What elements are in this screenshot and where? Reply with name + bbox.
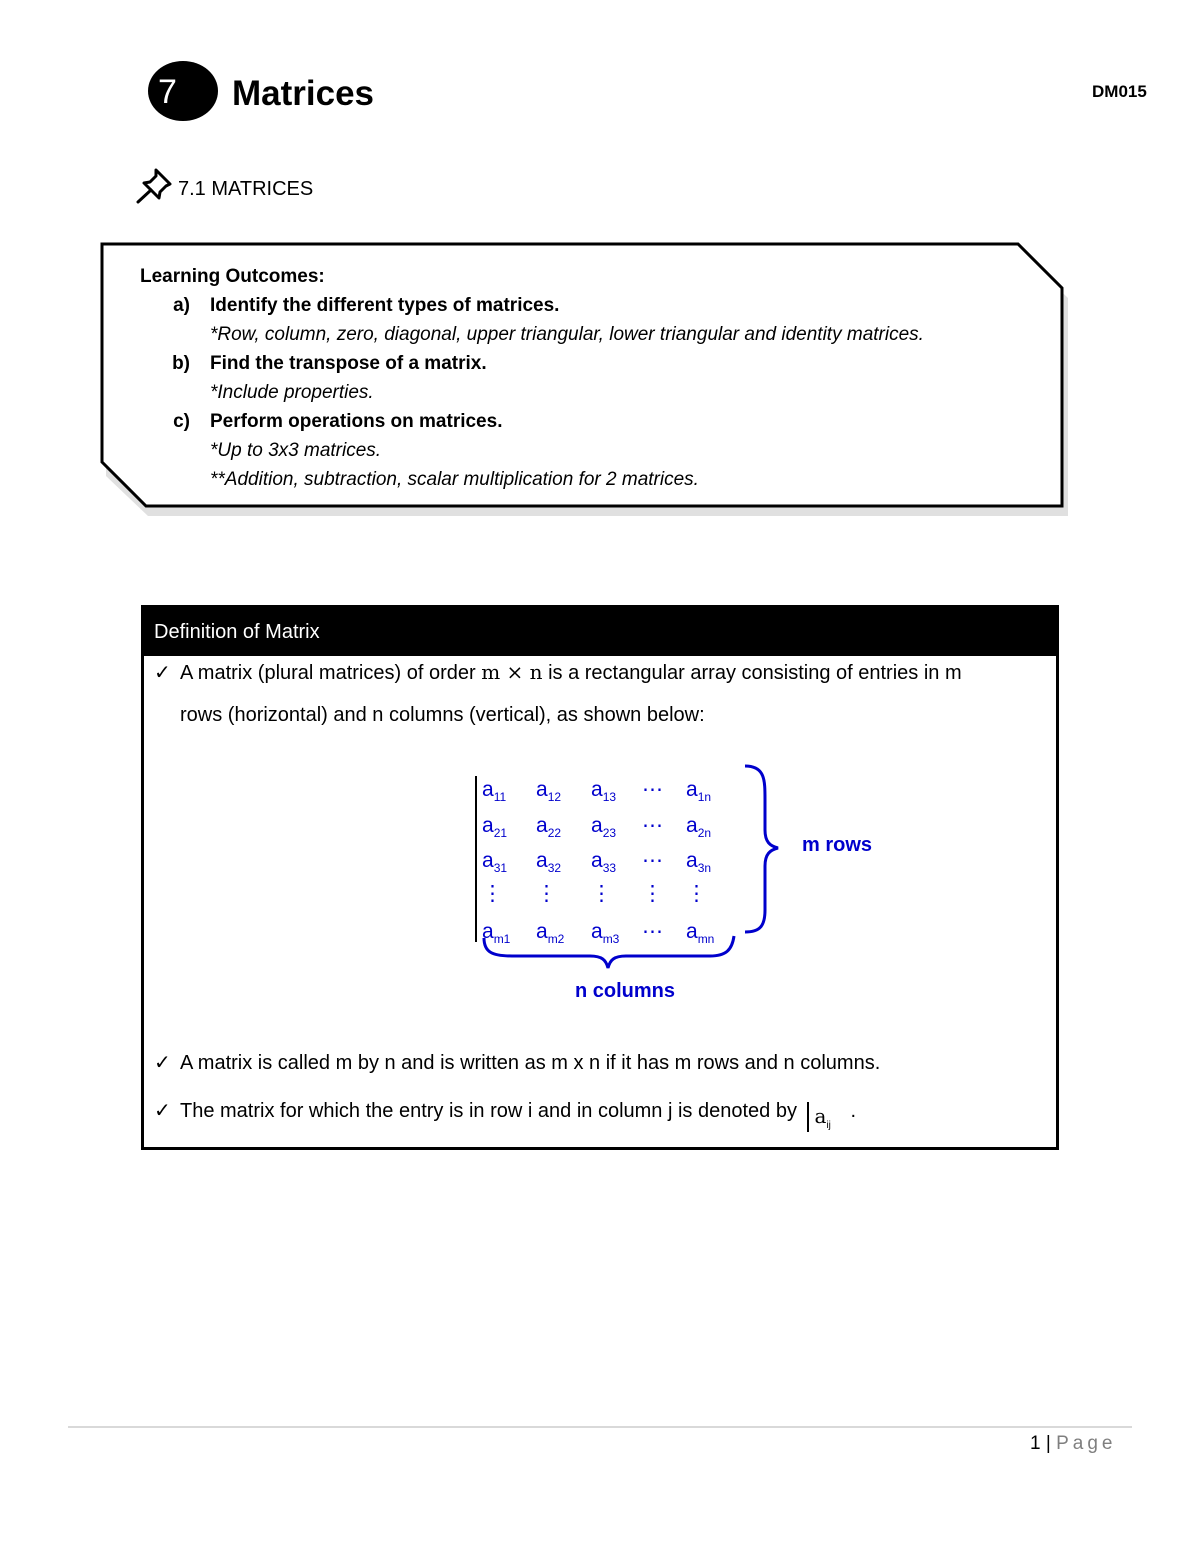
matrix-entries: [482, 778, 714, 946]
bullet-text: A matrix is called m by n and is written as m x n if it has m rows and n columns.: [180, 1052, 881, 1074]
matrix-entry-subscript: 2n: [697, 826, 712, 840]
matrix-entry-subscript: 33: [602, 861, 617, 875]
matrix-entry: [686, 778, 711, 804]
section-title: 7.1 MATRICES: [178, 178, 314, 200]
matrix-entry: [642, 778, 663, 801]
definition-bullet: [154, 658, 1044, 687]
matrix-entry-base: a: [686, 778, 698, 801]
matrix-entry-base: a: [686, 814, 698, 837]
page-number: 1: [1030, 1433, 1041, 1454]
matrix-entry: [536, 814, 561, 840]
outcome-item: [140, 291, 1060, 349]
matrix-entry-base: a: [482, 814, 494, 837]
matrix-entry-base: ⋮: [482, 882, 503, 905]
matrix-entry-base: ⋯: [642, 778, 663, 801]
matrix-entry-subscript: 22: [547, 826, 562, 840]
matrix-entry: [482, 814, 507, 840]
checkmark-icon: ✓: [154, 662, 171, 684]
matrix-entry-base: ⋯: [642, 849, 663, 872]
rows-label: m rows: [802, 834, 873, 856]
matrix-entry: [686, 882, 707, 905]
matrix-entry-base: a: [591, 778, 603, 801]
matrix-entry: [591, 849, 616, 875]
matrix-entry: [482, 920, 511, 946]
matrix-entry-base: ⋮: [591, 882, 612, 905]
matrix-entry: [536, 849, 561, 875]
bullet-text: is a rectangular array consisting of entries in m: [542, 662, 962, 684]
matrix-entry: [642, 882, 663, 905]
entry-notation: [807, 1102, 831, 1132]
chapter-number: 7: [158, 73, 177, 111]
matrix-entry-subscript: 32: [547, 861, 562, 875]
rows-brace: [745, 766, 778, 932]
bullet-text: A matrix (plural matrices) of order: [180, 662, 482, 684]
matrix-entry-base: a: [482, 849, 494, 872]
pushpin-icon: [134, 166, 176, 206]
matrix-entry-base: a: [591, 920, 603, 943]
matrix-entry-base: ⋮: [642, 882, 663, 905]
definition-title: Definition of Matrix: [144, 608, 1056, 656]
matrix-entry: [686, 849, 711, 875]
checkmark-icon: ✓: [154, 1100, 171, 1122]
matrix-entry-subscript: 12: [547, 790, 562, 804]
entry-notation-base: a: [814, 1104, 827, 1128]
bullet-text-continued: rows (horizontal) and n columns (vertical), as shown below:: [180, 704, 705, 726]
matrix-entry: [686, 920, 714, 946]
learning-outcomes: [140, 262, 1060, 494]
matrix-entry: [591, 920, 620, 946]
order-math: m × n: [481, 660, 543, 684]
matrix-entry-subscript: 3n: [697, 861, 712, 875]
matrix-entry: [642, 814, 663, 837]
matrix-entry-base: ⋮: [686, 882, 707, 905]
matrix-entry: [536, 778, 561, 804]
matrix-entry-subscript: 31: [493, 861, 508, 875]
outcome-text: Find the transpose of a matrix.: [210, 353, 487, 374]
document-code: DM015: [1092, 82, 1147, 101]
outcome-note: *Include properties.: [210, 382, 374, 403]
outcome-letter: c): [173, 411, 190, 432]
matrix-entry: [482, 778, 506, 804]
chapter-title: Matrices: [232, 74, 375, 113]
matrix-entry-base: ⋯: [642, 814, 663, 837]
matrix-entry-subscript: 11: [493, 790, 507, 804]
matrix-entry: [482, 882, 503, 905]
columns-label: n columns: [575, 980, 676, 1002]
matrix-entry-subscript: mn: [697, 932, 715, 946]
matrix-entry-base: a: [536, 920, 548, 943]
matrix-entry-base: a: [482, 778, 494, 801]
outcome-text: Identify the different types of matrices.: [210, 295, 560, 316]
matrix-entry: [591, 882, 612, 905]
matrix-entry-base: a: [482, 920, 494, 943]
matrix-entry-subscript: 13: [602, 790, 617, 804]
checkmark-icon: ✓: [154, 1052, 171, 1074]
page-separator: |: [1045, 1433, 1051, 1454]
outcome-letter: b): [172, 353, 190, 374]
footer-rule: [68, 1426, 1132, 1428]
matrix-entry-base: a: [686, 849, 698, 872]
entry-notation-subscript: ij: [826, 1120, 831, 1131]
matrix-entry-subscript: m3: [602, 932, 620, 946]
matrix-entry: [482, 849, 507, 875]
outcome-note: *Up to 3x3 matrices.: [210, 440, 382, 461]
page-footer: [1030, 1432, 1116, 1456]
matrix-entry-base: a: [536, 814, 548, 837]
matrix-entry-subscript: m2: [547, 932, 565, 946]
bullet-text: The matrix for which the entry is in row i and in column j is denoted by: [180, 1100, 797, 1122]
matrix-diagram: [460, 760, 900, 1010]
matrix-entry: [591, 814, 616, 840]
matrix-entry-base: a: [591, 849, 603, 872]
matrix-entry-base: a: [536, 849, 548, 872]
matrix-entry: [536, 920, 565, 946]
matrix-entry-base: ⋯: [642, 920, 663, 943]
matrix-entry-base: a: [591, 814, 603, 837]
matrix-entry-subscript: m1: [493, 932, 511, 946]
outcome-item: [140, 349, 1060, 407]
matrix-entry-subscript: 23: [602, 826, 617, 840]
matrix-entry-base: ⋮: [536, 882, 557, 905]
matrix-entry: [642, 920, 663, 943]
outcome-note: **Addition, subtraction, scalar multiplication for 2 matrices.: [210, 469, 699, 490]
matrix-entry-base: a: [536, 778, 548, 801]
matrix-entry-subscript: 21: [493, 826, 508, 840]
matrix-entry: [686, 814, 711, 840]
matrix-entry: [591, 778, 616, 804]
definition-bullet: [154, 1049, 1044, 1077]
outcome-item: [140, 407, 1060, 494]
matrix-entry: [642, 849, 663, 872]
matrix-entry: [536, 882, 557, 905]
page-word: Page: [1056, 1433, 1117, 1454]
matrix-entry-subscript: 1n: [697, 790, 712, 804]
outcome-letter: a): [173, 295, 190, 316]
matrix-entry-base: a: [686, 920, 698, 943]
bullet-end: .: [850, 1100, 857, 1122]
learning-outcomes-heading: Learning Outcomes:: [140, 266, 325, 287]
outcome-text: Perform operations on matrices.: [210, 411, 503, 432]
definition-bullet: [154, 1097, 1044, 1132]
outcome-note: *Row, column, zero, diagonal, upper triangular, lower triangular and identity matrices.: [210, 324, 924, 345]
